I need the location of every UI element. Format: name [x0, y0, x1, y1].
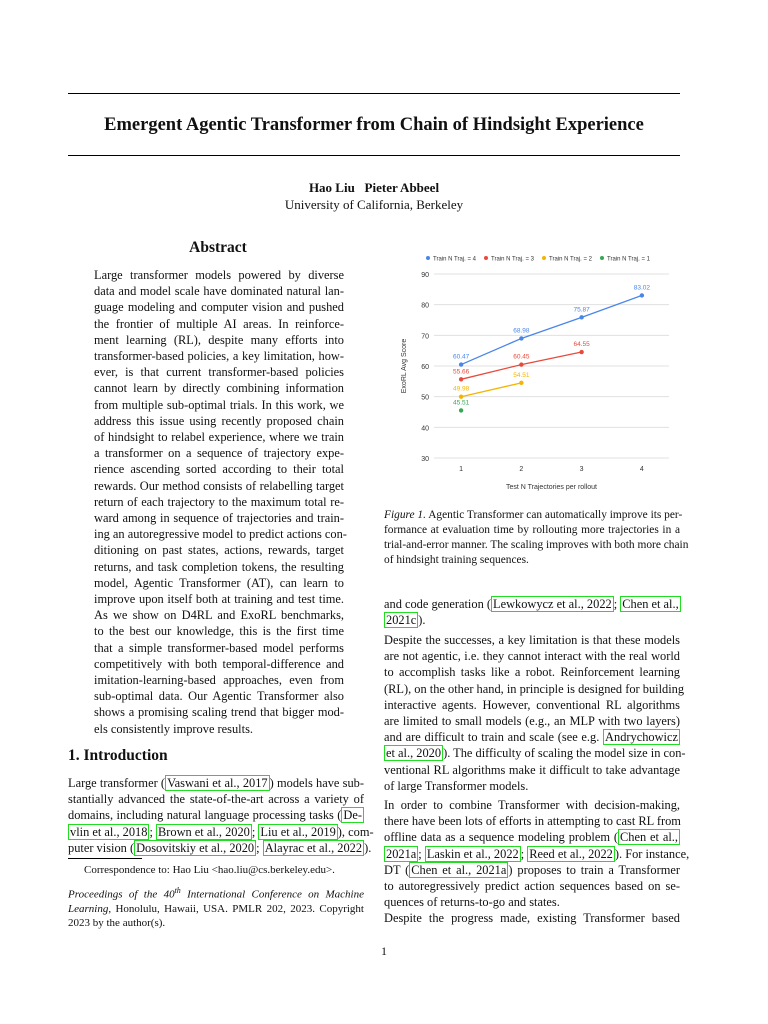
- figure-caption: [384, 508, 689, 568]
- legend-label: Train N Traj. = 3: [491, 256, 534, 263]
- citation-link[interactable]: Chen et al.,: [622, 597, 679, 611]
- intro-line: puter vision ( Dosovitskiy et al., 2020 ; Alayrac et al., 2022 ).: [68, 840, 372, 855]
- y-axis-label: ExoRL Avg Score: [401, 338, 408, 394]
- right-paragraph-0: [384, 596, 680, 628]
- text-line: (RL), on the other hand, in principle is designed for building: [384, 681, 685, 696]
- abstract-line: cannot learn by directly combining information: [94, 381, 344, 396]
- abstract-line: ward among in sequence of trajectories and train-: [94, 511, 344, 526]
- text-line: ventional RL algorithms make it difficult to take advantage: [384, 762, 680, 777]
- citation-link[interactable]: et al., 2020: [386, 746, 442, 761]
- right-paragraph-1: [384, 632, 686, 794]
- abstract-line: the frontier of multiple AI areas. In reinforce-: [94, 316, 344, 331]
- text-line: are limited to small models (e.g., an MLP with two layers): [384, 714, 680, 729]
- citation-link[interactable]: Lewkowycz et al., 2022: [493, 597, 612, 611]
- page-number: 1: [381, 944, 387, 958]
- legend-marker: [600, 256, 604, 260]
- abstract-line: ment learning (RL), despite many efforts into: [94, 332, 344, 347]
- proceedings-line: 2023 by the author(s).: [68, 916, 166, 929]
- data-label: 54.51: [513, 371, 530, 379]
- data-point: [459, 362, 463, 366]
- intro-line: domains, including natural language processing tasks ( De-: [68, 808, 362, 823]
- legend-label: Train N Traj. = 4: [433, 256, 476, 263]
- intro-line: vlin et al., 2018 ; Brown et al., 2020 ; Liu et al., 2019 ), com-: [70, 824, 374, 839]
- text-line: to autoregressively predict action sequences based on se-: [384, 879, 680, 894]
- data-point: [579, 315, 583, 319]
- abstract-heading: Abstract: [189, 239, 247, 256]
- text-line: of large Transformer models.: [384, 778, 529, 793]
- data-point: [519, 362, 523, 366]
- abstract-line: from multiple sub-optimal trials. In this work, we: [94, 397, 344, 412]
- abstract-line: return of each trajectory to the maximum total re-: [94, 494, 344, 509]
- series-line: [461, 295, 642, 364]
- affiliation: University of California, Berkeley: [284, 197, 464, 212]
- data-point: [459, 408, 463, 412]
- abstract-body: [94, 267, 347, 737]
- legend-marker: [426, 256, 430, 260]
- abstract-line: ever, is that current transformer-based policies: [94, 365, 344, 380]
- x-tick-label: 4: [639, 466, 644, 473]
- citation-link[interactable]: vlin et al., 2018: [70, 824, 148, 839]
- footnote-rule: [68, 858, 142, 859]
- abstract-line: guage modeling and computer vision and pushed: [94, 300, 344, 315]
- text-line: In order to combine Transformer with decision-making,: [384, 798, 680, 812]
- abstract-line: to the best our knowledge, this is the first time: [94, 624, 344, 639]
- legend-marker: [484, 256, 488, 260]
- proceedings-note: [68, 884, 364, 930]
- y-tick-label: 90: [421, 272, 429, 279]
- legend-label: Train N Traj. = 1: [607, 256, 650, 263]
- authors: Hao Liu Pieter Abbeel: [308, 180, 440, 195]
- data-point: [579, 350, 583, 354]
- citation-link[interactable]: 2021a: [386, 846, 417, 861]
- citation-link[interactable]: Dosovitskiy et al., 2020: [136, 840, 255, 855]
- x-tick-label: 3: [579, 466, 584, 473]
- citation-link[interactable]: Chen et al., 2021a: [411, 862, 507, 877]
- data-label: 55.66: [452, 368, 470, 376]
- data-label: 45.51: [452, 399, 470, 407]
- series-line: [461, 383, 521, 397]
- abstract-line: address this issue using recently proposed chain: [94, 413, 344, 428]
- abstract-line: imitation-learning-based approaches, even from: [94, 673, 344, 688]
- text-line: and code generation ( Lewkowycz et al., 2022 ; Chen et al.,: [384, 597, 679, 611]
- abstract-line: model, Agentic Transformer (AT), can learn to: [94, 575, 344, 590]
- proceedings-line: Proceedings of the 40th International Conference on Machine: [68, 886, 364, 901]
- data-label: 75.87: [573, 306, 590, 314]
- data-point: [640, 293, 644, 297]
- text-line: DT ( Chen et al., 2021a ) proposes to train a Transformer: [384, 862, 680, 877]
- abstract-line: ditioning on past states, actions, rewards, target: [94, 543, 344, 558]
- abstract-line: shows a promising scaling trend that bigger mod-: [94, 705, 344, 720]
- y-tick-label: 30: [421, 456, 429, 463]
- y-tick-label: 40: [421, 425, 429, 433]
- text-line: interactive agents. However, conventional RL algorithms: [384, 697, 680, 712]
- abstract-line: of hindsight to relabel experience, where we train: [94, 430, 344, 445]
- text-line: et al., 2020 ). The difficulty of scaling the model size in con-: [386, 746, 686, 761]
- text-line: there have been lots of efforts in attempting to cast RL from: [384, 814, 681, 829]
- y-tick-label: 70: [421, 333, 429, 341]
- footnote: Correspondence to: Hao Liu <hao.liu@cs.berkeley.edu>.: [84, 864, 335, 876]
- paper-title: Emergent Agentic Transformer from Chain of Hindsight Experience: [104, 115, 644, 135]
- text-line: 2021c ).: [386, 613, 426, 628]
- data-label: 60.47: [452, 353, 470, 361]
- text-line: to accomplish tasks like a robot. Reinforcement learning: [384, 665, 680, 680]
- citation-link[interactable]: Vaswani et al., 2017: [167, 776, 268, 790]
- caption-line: of hindsight training sequences.: [384, 554, 529, 566]
- figure-1-chart: [384, 248, 680, 498]
- introduction-body: [68, 775, 374, 856]
- citation-link[interactable]: 2021c: [386, 613, 417, 628]
- text-line: Despite the progress made, existing Transformer based: [384, 911, 680, 925]
- title-bottom-rule: [68, 155, 680, 156]
- intro-line: stantially advanced the state-of-the-art across a variety of: [68, 792, 364, 807]
- text-line: are not agentic, i.e. they cannot interact with the real world: [384, 649, 680, 664]
- abstract-line: rewards. Our method consists of relabelling target: [94, 478, 344, 493]
- text-line: Despite the successes, a key limitation is that these models: [384, 633, 680, 647]
- caption-line: trial-and-error manner. The scaling improves with both more chain: [384, 539, 689, 551]
- citation-link[interactable]: Reed et al., 2022: [529, 846, 613, 861]
- citation-link[interactable]: Andrychowicz: [605, 730, 678, 745]
- caption-line: Figure 1. Agentic Transformer can automatically improve its per-: [384, 509, 683, 521]
- abstract-line: ing an autoregressive model to predict actions con-: [94, 527, 347, 542]
- abstract-line: rience ascending sorted according to their total: [94, 462, 344, 477]
- y-tick-label: 60: [421, 364, 429, 371]
- citation-link[interactable]: Alayrac et al., 2022: [264, 840, 363, 855]
- data-label: 64.55: [573, 341, 590, 349]
- section-heading-introduction: 1. Introduction: [68, 747, 168, 764]
- abstract-line: improve upon itself both at training and test time.: [94, 592, 344, 607]
- x-tick-label: 2: [519, 466, 524, 473]
- caption-line: formance at evaluation time by rollouting more trajectories in a: [384, 524, 680, 536]
- data-label: 83.02: [633, 284, 651, 292]
- text-line: and are difficult to train and scale (see e.g. Andrychowicz: [384, 730, 678, 745]
- abstract-line: Large transformer models powered by diverse: [94, 268, 344, 282]
- text-line: offline data as a sequence modeling problem ( Chen et al.,: [384, 830, 678, 845]
- data-point: [519, 381, 523, 385]
- data-point: [459, 377, 463, 381]
- data-label: 49.98: [452, 385, 470, 393]
- data-point: [459, 395, 463, 399]
- x-axis-label: Test N Trajectories per rollout: [505, 484, 598, 491]
- citation-link[interactable]: Laskin et al., 2022: [426, 846, 519, 861]
- intro-line: Large transformer ( Vaswani et al., 2017 ) models have sub-: [68, 776, 364, 790]
- data-label: 60.45: [513, 353, 530, 361]
- y-tick-label: 80: [421, 302, 429, 310]
- abstract-line: that a simple transformer-based model performs: [94, 640, 344, 655]
- citation-link[interactable]: Liu et al., 2019: [260, 824, 336, 839]
- abstract-line: sub-optimal data. Our Agentic Transformer also: [94, 689, 344, 704]
- data-label: 68.98: [513, 327, 530, 335]
- text-line: quences of returns-to-go and states.: [384, 895, 560, 910]
- citation-link[interactable]: Brown et al., 2020: [157, 824, 250, 839]
- y-tick-label: 50: [421, 394, 429, 402]
- legend-label: Train N Traj. = 2: [549, 256, 592, 263]
- data-point: [519, 336, 523, 340]
- abstract-line: As we show on D4RL and ExoRL benchmarks,: [94, 608, 344, 623]
- x-tick-label: 1: [459, 466, 464, 473]
- legend-marker: [542, 256, 546, 260]
- right-paragraph-2: [384, 797, 690, 910]
- proceedings-line: Learning, Honolulu, Hawaii, USA. PMLR 202, 2023. Copyright: [68, 902, 364, 915]
- abstract-line: transformer-based policies, a key limitation, how-: [94, 349, 344, 364]
- abstract-line: data and model scale have dominated natural lan-: [94, 284, 344, 299]
- citation-link[interactable]: Chen et al.,: [620, 830, 678, 845]
- right-paragraph-3: [384, 910, 680, 926]
- abstract-line: returns, and task completion tokens, the resulting: [94, 559, 344, 574]
- citation-link[interactable]: De-: [343, 808, 362, 823]
- abstract-line: competitively with both temporal-difference and: [94, 656, 344, 671]
- text-line: 2021a ; Laskin et al., 2022 ; Reed et al., 2022 ). For instance,: [386, 846, 690, 861]
- abstract-line: els consistently improve results.: [94, 721, 253, 736]
- abstract-line: a transformer on a sequence of trajectory expe-: [94, 446, 344, 461]
- top-rule: [68, 93, 680, 94]
